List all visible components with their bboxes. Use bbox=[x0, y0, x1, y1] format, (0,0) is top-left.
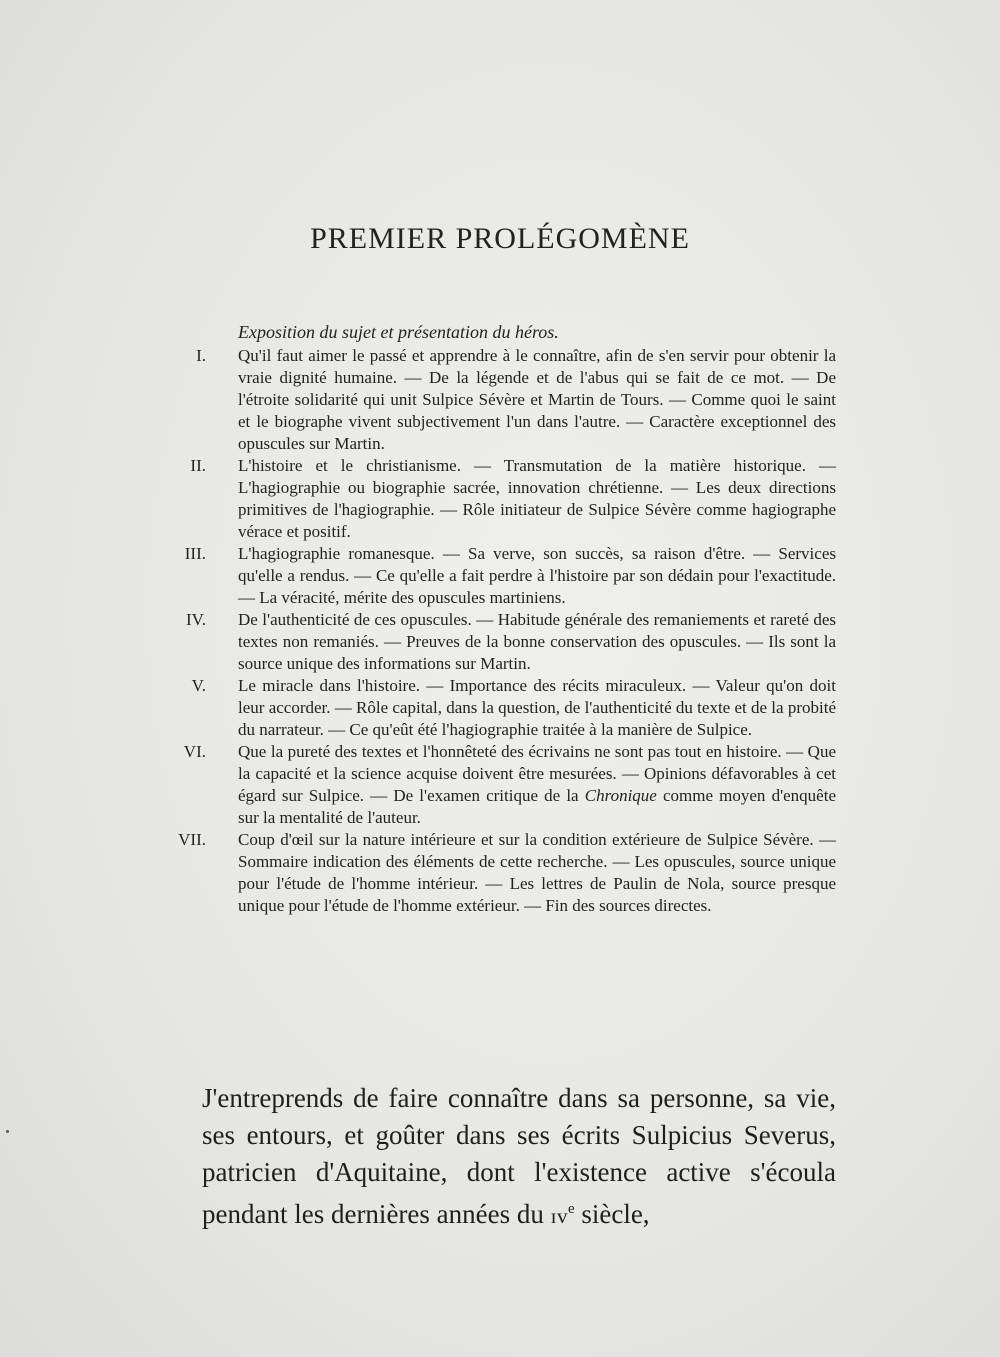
section-text: Coup d'œil sur la nature intérieure et sur la condition extérieure de Sulpice Sévère. — Sommaire indication des éléments de cette recherche. — Les opuscules, source unique pour l'étude de l'homme intérieur. — Les lettres de Paulin de Nola, source presque unique pour l'étude de l'homme extérieur. — Fin des sources directes. bbox=[238, 830, 836, 915]
section-numeral: VI. bbox=[183, 742, 206, 761]
paper-speck bbox=[6, 1130, 9, 1133]
section-summary-list bbox=[168, 345, 836, 917]
section-text: L'hagiographie romanesque. — Sa verve, son succès, sa raison d'être. — Services qu'elle a rendus. — Ce qu'elle a fait perdre à l'histoire par son dédain pour l'exactitude. — La véracité, mérite des opuscules martiniens. bbox=[238, 544, 836, 607]
section-text-italic: Chronique bbox=[584, 786, 657, 805]
century-numeral: ɪᴠ bbox=[550, 1204, 568, 1228]
summary-section-7 bbox=[168, 829, 836, 917]
section-numeral: III. bbox=[184, 544, 206, 563]
section-text: De l'authenticité de ces opuscules. — Habitude générale des remaniements et rareté des textes non remaniés. — Preuves de la bonne conservation des opuscules. — Ils sont la source unique des informations sur Martin. bbox=[238, 610, 836, 673]
body-text-before: J'entreprends de faire connaître dans sa personne, sa vie, ses entours, et goûter dans ses écrits Sulpicius Severus, patricien d'Aquitaine, dont l'existence active s'écoula pendant les dernières années du bbox=[202, 1083, 836, 1229]
section-text: L'histoire et le christianisme. — Transmutation de la matière historique. — L'hagiographie ou biographie sacrée, innovation chrétienne. — Les deux directions primitives de l'hagiographie. — Rôle initiateur de Sulpice Sévère comme hagiographe vérace et positif. bbox=[238, 456, 836, 541]
summary-section-6 bbox=[168, 741, 836, 829]
chapter-subtitle: Exposition du sujet et présentation du héros. bbox=[238, 322, 559, 342]
summary-section-1 bbox=[168, 345, 836, 455]
century-superscript: e bbox=[568, 1201, 575, 1217]
section-numeral: IV. bbox=[186, 610, 206, 629]
summary-section-5 bbox=[168, 675, 836, 741]
section-numeral: II. bbox=[190, 456, 206, 475]
section-text: Le miracle dans l'histoire. — Importance des récits miraculeux. — Valeur qu'on doit leur accorder. — Rôle capital, dans la question, de l'authenticité du texte et de la probité du narrateur. — Ce qu'eût été l'hagiographie traitée à la manière de Sulpice. bbox=[238, 676, 836, 739]
section-numeral: I. bbox=[196, 346, 206, 365]
chapter-title: PREMIER PROLÉGOMÈNE bbox=[310, 222, 690, 255]
summary-section-2 bbox=[168, 455, 836, 543]
section-text bbox=[238, 742, 836, 827]
summary-section-4 bbox=[168, 609, 836, 675]
section-text-before: Que la pureté des textes et l'honnêteté des écrivains ne sont pas tout en histoire. — Que la capacité et la science acquise doivent être mesurées. — Opinions défavorables à cet égard sur Sulpice. — De l'examen critique de la bbox=[238, 742, 836, 805]
section-text-after: comme moyen d'enquête sur la mentalité de l'auteur. bbox=[238, 786, 836, 827]
summary-section-3 bbox=[168, 543, 836, 609]
section-numeral: VII. bbox=[178, 830, 206, 849]
section-text: Qu'il faut aimer le passé et apprendre à le connaître, afin de s'en servir pour obtenir la vraie dignité humaine. — De la légende et de l'abus qui se fait de ce mot. — De l'étroite solidarité qui unit Sulpice Sévère et Martin de Tours. — Comme quoi le saint et le biographe vivent subjectivement l'un dans l'autre. — Caractère exceptionnel des opuscules sur Martin. bbox=[238, 346, 836, 453]
body-paragraph bbox=[202, 1080, 836, 1235]
section-numeral: V. bbox=[191, 676, 206, 695]
body-text-after: siècle, bbox=[574, 1199, 650, 1229]
